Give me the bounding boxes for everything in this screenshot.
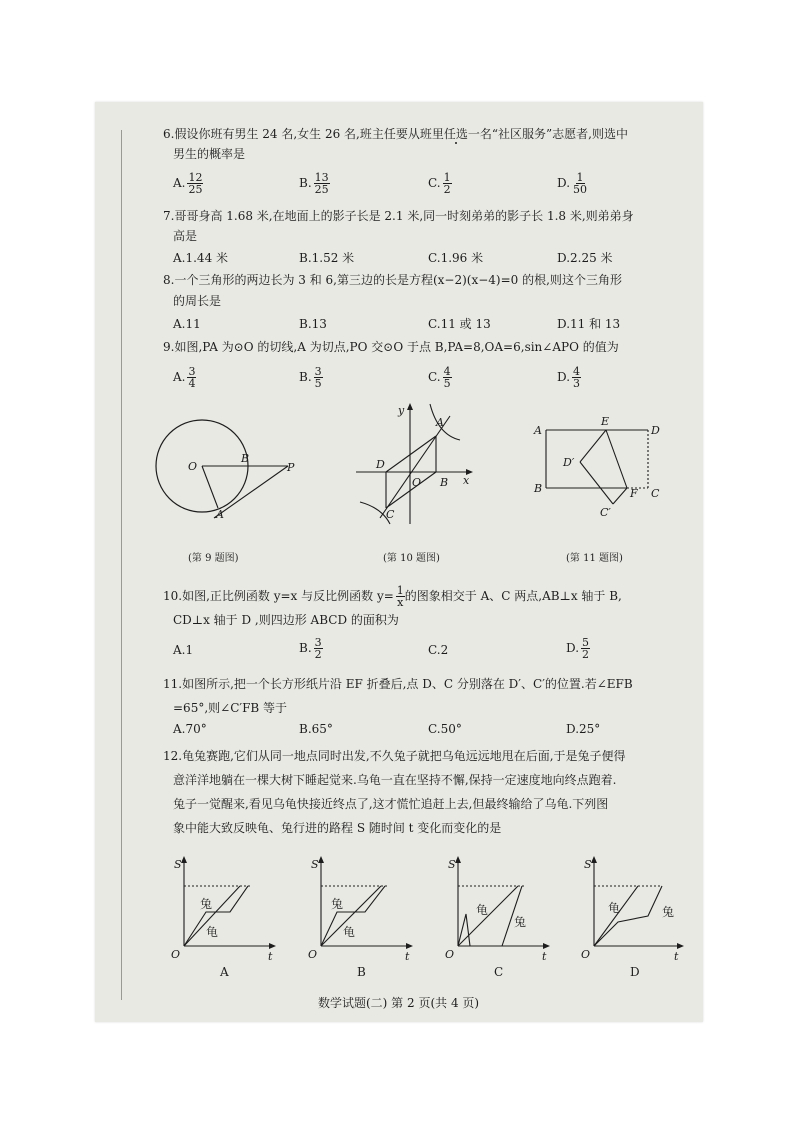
figure-10 [350, 400, 480, 530]
q10-d-num: 5 [582, 636, 590, 649]
q12-graph-d [578, 852, 698, 980]
page-footer: 数学试题(二) 第 2 页(共 4 页) [318, 996, 480, 1010]
q6-option-b [299, 172, 330, 195]
fig10-y-arrow [407, 403, 413, 410]
q10-option-d-label: D. [566, 641, 580, 655]
question-8-line-1: 8.一个三角形的两边长为 3 和 6,第三边的长是方程(x−2)(x−4)=0 的根,则这个三角形 [163, 273, 622, 287]
q9-option-b-label: B. [299, 370, 312, 384]
graph-a-t-arrow [269, 943, 276, 949]
q6-option-d [557, 172, 588, 195]
q9-d-num: 4 [573, 365, 581, 378]
fig11-label-e: E [601, 415, 610, 428]
fig9-label-a: A [216, 508, 224, 521]
q9-d-den: 3 [573, 377, 581, 390]
fig11-label-f: F [630, 487, 638, 500]
question-11-line-2: =65°,则∠C′FB 等于 [173, 701, 288, 715]
q6-text-b: 一名“社区服务”志愿者,则选中 [467, 127, 628, 141]
q6-b-num: 13 [314, 171, 329, 184]
q6-option-d-label: D. [557, 176, 571, 190]
q6-option-b-label: B. [299, 176, 312, 190]
question-12-line-4: 象中能大致反映龟、兔行进的路程 S 随时间 t 变化而变化的是 [173, 821, 502, 835]
fig11-segment-ed-prime [580, 430, 606, 462]
q10-option-d-fraction [581, 637, 590, 660]
fig11-label-b: B [534, 482, 543, 495]
question-7-line-1: 7.哥哥身高 1.68 米,在地面上的影子长是 2.1 米,同一时刻弟弟的影子长 1.8 米,则弟弟身 [163, 209, 634, 223]
graph-b-label-t: t [405, 950, 410, 963]
graph-c-label-tortoise: 龟 [476, 903, 489, 917]
q11-option-d: D.25° [566, 722, 601, 736]
graph-c-label-o: O [445, 948, 455, 961]
graph-d-choice-label: D [630, 965, 640, 979]
graph-a-label-t: t [268, 950, 273, 963]
q7-option-c: C.1.96 米 [428, 251, 484, 265]
q10-frac-den: x [397, 596, 404, 609]
q10-text-b: 的图象相交于 A、C 两点,AB⊥x 轴于 B, [404, 589, 622, 603]
graph-a-label-tortoise: 龟 [206, 925, 219, 939]
fig11-label-c: C [651, 487, 660, 500]
q12-graph-c [442, 852, 562, 980]
q9-option-d-label: D. [557, 370, 571, 384]
question-11-line-1: 11.如图所示,把一个长方形纸片沿 EF 折叠后,点 D、C 分别落在 D′、C′的位置.若∠EFB [163, 677, 633, 691]
graph-a-s-arrow [181, 856, 187, 863]
q8-option-a: A.11 [173, 317, 201, 331]
q10-text-a: 10.如图,正比例函数 y=x 与反比例函数 y= [163, 589, 394, 603]
question-9-line-1: 9.如图,PA 为⊙O 的切线,A 为切点,PO 交⊙O 于点 B,PA=8,OA=6,sin∠APO 的值为 [163, 340, 619, 354]
graph-c-s-arrow [455, 856, 461, 863]
q6-option-c-label: C. [428, 176, 441, 190]
q10-option-b [299, 637, 323, 660]
q9-option-a-fraction [187, 366, 196, 389]
graph-a-label-o: O [171, 948, 181, 961]
figure-9 [150, 408, 310, 528]
graph-c-t-arrow [543, 943, 550, 949]
q6-option-a-fraction [187, 172, 203, 195]
fig11-label-c-prime: C′ [600, 506, 611, 519]
graph-d-tortoise-line [594, 886, 638, 946]
graph-b-label-s: S [311, 858, 319, 871]
q10-b-num: 3 [314, 636, 322, 649]
fig10-label-b: B [440, 476, 449, 489]
graph-c-label-s: S [448, 858, 456, 871]
q10-option-a: A.1 [173, 643, 194, 657]
fig11-label-d: D [651, 424, 660, 437]
q9-option-c-label: C. [428, 370, 441, 384]
question-12-line-2: 意洋洋地躺在一棵大树下睡起觉来.乌龟一直在坚持不懈,保持一定速度地向终点跑着. [173, 773, 617, 787]
question-10-line-2: CD⊥x 轴于 D ,则四边形 ABCD 的面积为 [173, 613, 399, 627]
q9-a-num: 3 [188, 365, 196, 378]
q6-d-num: 1 [576, 171, 584, 184]
q11-option-c: C.50° [428, 722, 462, 736]
graph-a-choice-label: A [220, 965, 229, 979]
q10-d-den: 2 [582, 648, 590, 661]
graph-d-s-arrow [591, 856, 597, 863]
q6-text-a: 6.假设你班有男生 24 名,女生 26 名,班主任要从班里 [163, 127, 444, 141]
question-12-line-3: 兔子一觉醒来,看见乌龟快接近终点了,这才慌忙追赶上去,但最终输给了乌龟.下列图 [173, 797, 609, 811]
q6-option-b-fraction [314, 172, 330, 195]
fig9-line-oa [202, 466, 218, 508]
fig9-label-o: O [188, 460, 198, 473]
graph-c-label-rabbit: 兔 [514, 915, 527, 929]
graph-b-choice-label: B [357, 965, 366, 979]
q8-option-d: D.11 和 13 [557, 317, 621, 331]
q10-option-c: C.2 [428, 643, 449, 657]
q10-frac-num: 1 [396, 584, 404, 597]
fig11-label-a: A [534, 424, 542, 437]
q10-inline-fraction [396, 585, 405, 608]
graph-d-label-s: S [584, 858, 592, 871]
q6-c-num: 1 [443, 171, 451, 184]
q6-a-den: 25 [188, 183, 203, 196]
q9-option-b [299, 366, 323, 389]
question-8-line-2: 的周长是 [173, 294, 222, 308]
q9-b-num: 3 [314, 365, 322, 378]
fig11-fold-ef [606, 430, 627, 488]
q6-c-den: 2 [443, 183, 451, 196]
q9-option-d [557, 366, 581, 389]
q6-a-num: 12 [188, 171, 203, 184]
q9-option-a-label: A. [173, 370, 186, 384]
q10-option-b-label: B. [299, 641, 312, 655]
graph-b-t-arrow [406, 943, 413, 949]
question-10-line-1 [163, 585, 622, 608]
q7-option-d: D.2.25 米 [557, 251, 613, 265]
q8-option-c: C.11 或 13 [428, 317, 491, 331]
q7-option-a: A.1.44 米 [173, 251, 229, 265]
q11-option-a: A.70° [173, 722, 207, 736]
graph-a-label-s: S [174, 858, 182, 871]
graph-c-label-t: t [542, 950, 547, 963]
question-12-line-1: 12.龟兔赛跑,它们从同一地点同时出发,不久兔子就把乌龟远远地甩在后面,于是兔子便得 [163, 749, 626, 763]
fig11-segment-d-prime-c-prime [580, 462, 613, 504]
graph-d-label-tortoise: 龟 [608, 901, 621, 915]
fig10-label-o: O [412, 476, 422, 489]
q7-option-b: B.1.52 米 [299, 251, 355, 265]
figure-11-caption: (第 11 题图) [566, 553, 623, 564]
graph-d-t-arrow [677, 943, 684, 949]
fig9-line-pa [214, 466, 288, 518]
q9-option-c [428, 366, 452, 389]
figure-9-caption: (第 9 题图) [188, 553, 239, 564]
fig10-label-d: D [376, 458, 385, 471]
fig10-label-y: y [398, 404, 405, 417]
q9-c-den: 5 [443, 377, 451, 390]
q10-option-b-fraction [314, 637, 323, 660]
fig10-segment-cb [386, 472, 436, 508]
q6-b-den: 25 [314, 183, 329, 196]
q6-option-d-fraction [572, 172, 588, 195]
fig10-hyperbola-upper [430, 404, 460, 440]
q6-option-c-fraction [443, 172, 452, 195]
q6-d-den: 50 [573, 183, 588, 196]
q9-option-d-fraction [572, 366, 581, 389]
q12-graph-a [168, 852, 288, 980]
fig10-label-a: A [436, 416, 444, 429]
q10-option-d [566, 637, 590, 660]
graph-d-label-rabbit: 兔 [662, 905, 675, 919]
binding-margin-line [121, 130, 122, 1000]
figure-11 [530, 412, 670, 522]
figure-10-caption: (第 10 题图) [383, 553, 440, 564]
graph-b-label-tortoise: 龟 [343, 925, 356, 939]
fig9-label-p: P [287, 461, 295, 474]
question-7-line-2: 高是 [173, 229, 198, 243]
question-6-line-2: 男生的概率是 [173, 147, 246, 161]
q9-option-b-fraction [314, 366, 323, 389]
fig10-label-x: x [463, 474, 470, 487]
graph-a-label-rabbit: 兔 [200, 897, 213, 911]
q8-option-b: B.13 [299, 317, 327, 331]
q9-option-c-fraction [443, 366, 452, 389]
fig10-label-c: C [386, 508, 395, 521]
q6-emphasis: 任选 [443, 127, 468, 141]
graph-d-label-t: t [674, 950, 679, 963]
graph-b-label-rabbit: 兔 [331, 897, 344, 911]
q12-graph-b [305, 852, 425, 980]
fig10-segment-da [386, 436, 436, 472]
q6-option-c [428, 172, 452, 195]
q9-option-a [173, 366, 196, 389]
graph-b-label-o: O [308, 948, 318, 961]
fig10-line-y-eq-x [380, 416, 450, 518]
fig9-label-b: B [241, 452, 250, 465]
q6-option-a-label: A. [173, 176, 186, 190]
question-6-line-1 [163, 126, 628, 142]
q10-b-den: 2 [314, 648, 322, 661]
q9-a-den: 4 [188, 377, 196, 390]
graph-b-s-arrow [318, 856, 324, 863]
q9-c-num: 4 [443, 365, 451, 378]
fig11-segment-c-prime-f [613, 488, 627, 504]
graph-c-choice-label: C [494, 965, 504, 979]
q6-option-a [173, 172, 203, 195]
fig11-label-d-prime: D′ [563, 456, 575, 469]
q9-b-den: 5 [314, 377, 322, 390]
q11-option-b: B.65° [299, 722, 333, 736]
graph-d-rabbit-curve [594, 886, 662, 946]
graph-d-label-o: O [581, 948, 591, 961]
